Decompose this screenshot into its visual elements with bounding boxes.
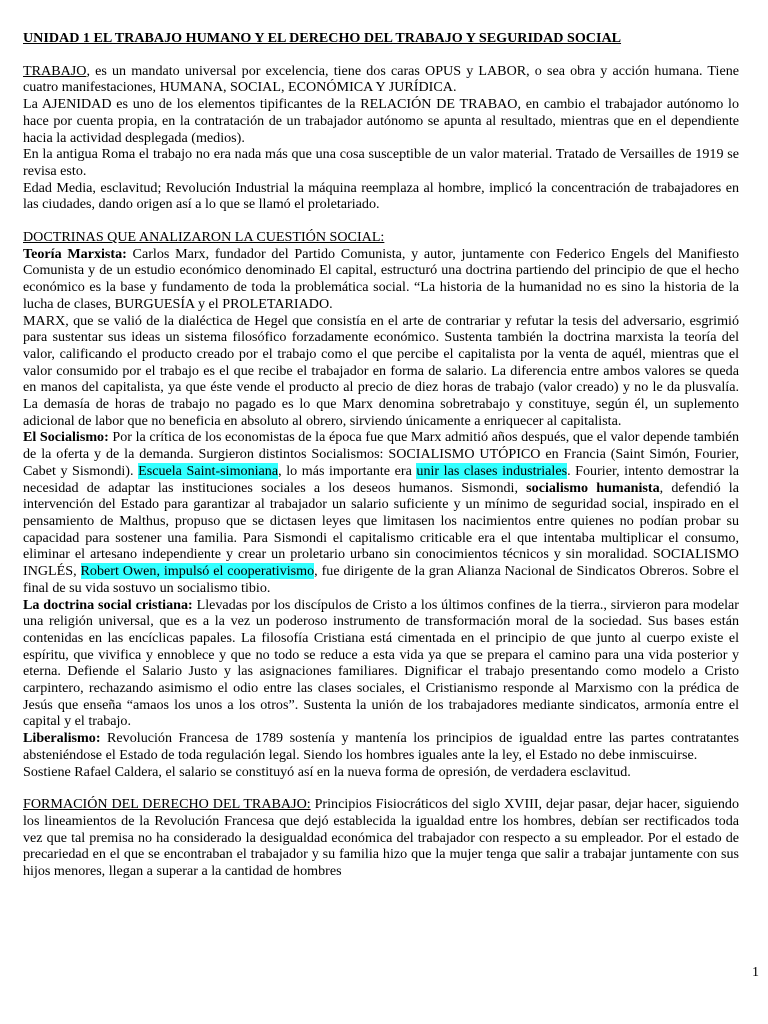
paragraph-trabajo: TRABAJO, es un mandato universal por excelencia, tiene dos caras OPUS y LABOR, o sea obra y acción humana. Tiene cuatro manifestaciones, HUMANA, SOCIAL, ECONÓMICA Y JURÍDICA.: [23, 62, 739, 96]
label-socialismo: El Socialismo:: [23, 429, 109, 446]
page-number: 1: [752, 965, 759, 980]
paragraph-caldera: Sostiene Rafael Caldera, el salario se constituyó así en la nueva forma de opresión, de verdadera esclavitud.: [23, 763, 631, 780]
highlight-robert-owen: Robert Owen, impulsó el cooperativismo: [80, 563, 315, 580]
paragraph-ajenidad: La AJENIDAD es uno de los elementos tipificantes de la RELACIÓN DE TRABAO, en cambio el trabajador autónomo lo hace por cuenta propia, en la contratación de un trabajador autónomo se apunta al resultado, mientras que en el dependiente hacia la actividad desplegada (medios).: [23, 96, 739, 146]
highlight-escuela-saint-simoniana: Escuela Saint-simoniana: [138, 462, 279, 479]
highlight-unir-clases: unir las clases industriales: [416, 462, 568, 479]
paragraph-formacion: FORMACIÓN DEL DERECHO DEL TRABAJO: Principios Fisiocráticos del siglo XVIII, dejar pasar, dejar hacer, siguiendo los lineamientos de la Revolución Francesa que dejó establecida la igualdad entre los hombres, debían ser rectificados toda vez que tal premisa no ha considerado la desigualdad económica del trabajador con respecto a su empleador. Por el estado de precariedad en el que se encontraban el trabajador y su familia hizo que la mujer tenga que salir a trabajar juntamente con sus hijos menores, llegan a superar a la cantidad de hombres: [23, 796, 739, 880]
paragraph-liberalismo: Liberalismo: Revolución Francesa de 1789 sostenía y mantenía los principios de igualdad entre las partes contratantes absteniéndose el Estado de toda regulación legal. Siendo los hombres iguales ante la ley, el Estado no debe inmiscuirse.: [23, 730, 739, 763]
document-body: [23, 30, 739, 880]
label-teoria-marxista: Teoría Marxista:: [23, 245, 127, 262]
label-doctrina-cristiana: La doctrina social cristiana:: [23, 596, 193, 613]
heading-doctrinas: DOCTRINAS QUE ANALIZARON LA CUESTIÓN SOCIAL:: [23, 229, 385, 246]
paragraph-marx-hegel: MARX, que se valió de la dialéctica de Hegel que consistía en el arte de contrariar y refutar la tesis del adversario, esgrimió para sustentar sus ideas un sistema filosófico forzadamente económico. Sustenta también la doctrina marxista la teoría del valor, calificando el producto creado por el trabajo como el que percibe el capitalista por la venta de aquél, mientras que el valor consumido por el trabajo es el que recibe el trabajador en forma de salario. La diferencia entre ambos valores se queda en manos del capitalista, ya que éste vende el producto al precio de diez horas de trabajo (valor creado) y no le da plusvalía. La demasía de horas de trabajo no pagado es lo que Marx denomina sobretrabajo y constituye, según él, un suplemento adicional de labor que no beneficia en absoluto al obrero, sirviendo únicamente a enriquecer al capitalista.: [23, 312, 739, 429]
label-liberalismo: Liberalismo:: [23, 730, 101, 747]
paragraph-doctrina-cristiana: La doctrina social cristiana: Llevadas por los discípulos de Cristo a los últimos confines de la tierra., sirvieron para modelar una religión universal, que es a la vez un poderoso instrumento de transformación moral de la sociedad. Sus bases están contenidas en las encíclicas papales. La filosofía Cristiana está cimentada en el principio de que junto al cuerpo existe el espíritu, que vivifica y ennoblece y que no todo se reduce a esta vida ya que se prepara el camino para una vida posterior y eterna. Defiende el Salario Justo y las asignaciones familiares. Dignificar el trabajo presentando como modelo a Cristo carpintero, rechazando asimismo el odio entre las clases sociales, el Cristianismo responde al Marxismo con la prédica de Jesús que enseña “amaos los unos a los otros”. Sustenta la unión de los trabajadores mediante sindicatos, armonía entre el capital y el trabajo.: [23, 596, 739, 730]
paragraph-teoria-marxista: Teoría Marxista: Carlos Marx, fundador del Partido Comunista, y autor, juntamente con Federico Engels del Manifiesto Comunista y de un estudio económico denominado El capital, estructuró una doctrina partiendo del principio de que el hecho económico es la base y fundamento de toda la problemática social. “La historia de la humanidad no es sino la historia de la lucha de clases, BURGUESÍA y el PROLETARIADO.: [23, 245, 739, 312]
paragraph-roma: En la antigua Roma el trabajo no era nada más que una cosa susceptible de un valor material. Tratado de Versailles de 1919 se revisa esto.: [23, 146, 739, 179]
paragraph-socialismo: El Socialismo: Por la crítica de los economistas de la época fue que Marx admitió años después, que el valor depende también de la oferta y de la demanda. Surgieron distintos Socialismos: SOCIALISMO UTÓPICO en Francia (Saint Simón, Fourier, Cabet y Sismondi). Escuela Saint-simoniana, lo más importante era unir las clases industriales. Fourier, intento demostrar la necesidad de adaptar las instituciones sociales a los deseos humanos. Sismondi, socialismo humanista, defendió la intervención del Estado para garantizar al trabajador un salario suficiente y un mínimo de seguridad social, inspirado en el pensamiento de Malthus, propuso que se dictasen leyes que limitasen los nacimientos entre quienes no podían probar su capacidad para sostener una familia. Para Sismondi el capitalismo criticable era el que intentaba multiplicar el consumo, eliminar el artesano independiente y crear un proletario urbano sin conocimientos técnicos y sin moralidad. SOCIALISMO INGLÉS, Robert Owen, impulsó el cooperativismo, fue dirigente de la gran Alianza Nacional de Sindicatos Obreros. Sobre el final de su vida sostuvo un socialismo tibio.: [23, 429, 739, 596]
bold-socialismo-humanista: socialismo humanista: [526, 479, 660, 496]
unit-title: UNIDAD 1 EL TRABAJO HUMANO Y EL DERECHO DEL TRABAJO Y SEGURIDAD SOCIAL: [23, 30, 622, 46]
paragraph-edad-media: Edad Media, esclavitud; Revolución Industrial la máquina reemplaza al hombre, implicó la concentración de trabajadores en las ciudades, dando origen así a lo que se llamó el proletariado.: [23, 179, 739, 213]
heading-formacion: FORMACIÓN DEL DERECHO DEL TRABAJO:: [23, 796, 311, 813]
term-trabajo: TRABAJO: [23, 62, 87, 79]
